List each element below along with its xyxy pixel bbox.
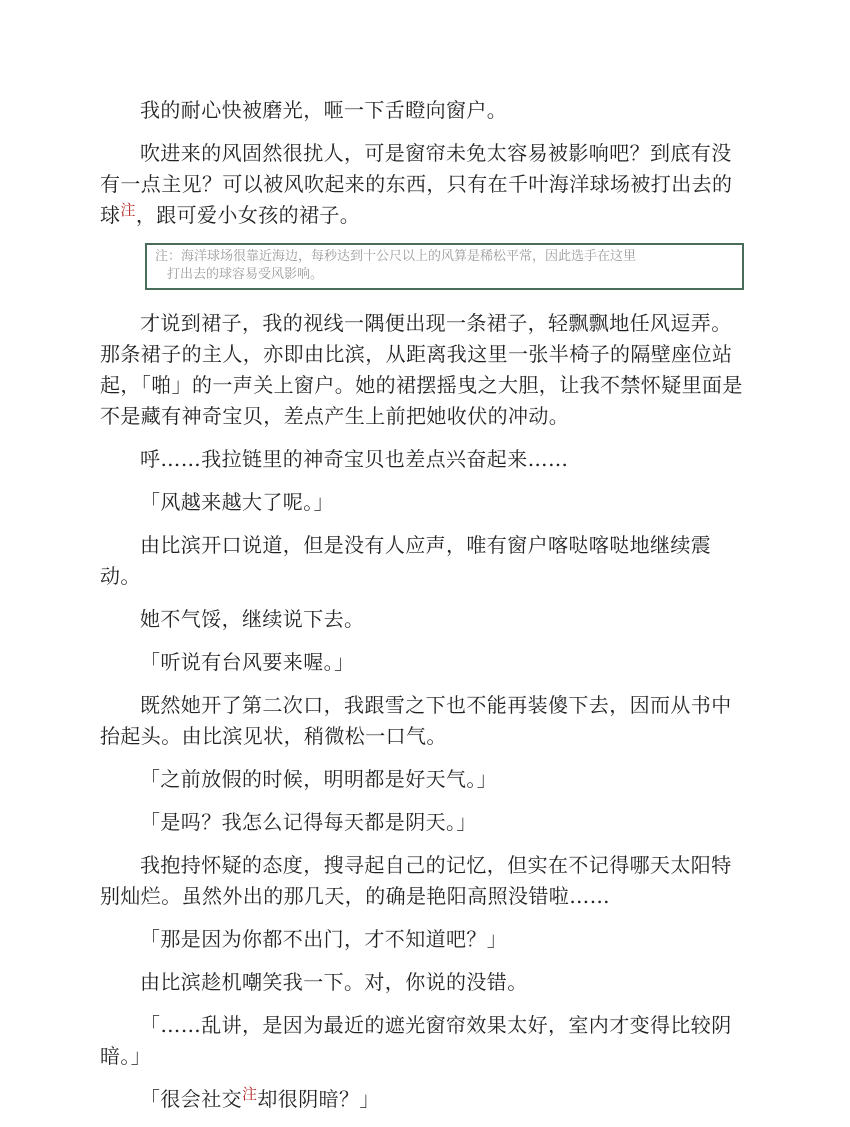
paragraph [100,138,750,231]
paragraph-text: ，跟可爱小女孩的裙子。 [135,203,361,227]
paragraph-text: 「很会社交 [140,1087,242,1111]
paragraph-text: 却很阴暗？」 [257,1087,380,1111]
footnote-box [145,243,744,290]
paragraph: 才说到裙子，我的视线一隅便出现一条裙子，轻飘飘地任风逗弄。那条裙子的主人，亦即由比滨，从距离我这里一张半椅子的隔壁座位站起，「啪」的一声关上窗户。她的裙摆摇曳之大胆，让我不禁怀疑里面是不是藏有神奇宝贝，差点产生上前把她收伏的冲动。 [100,311,743,428]
paragraph: 我的耐心快被磨光，咂一下舌瞪向窗户。 [140,98,508,122]
dialogue-line: 「那是因为你都不出门，才不知道吧？」 [140,927,508,951]
dialogue-line: 「之前放假的时候，明明都是好天气。」 [140,767,498,791]
footnote-marker[interactable]: 注 [242,1085,258,1103]
paragraph-text: 吹进来的风固然很扰人，可是窗帘未免太容易被影响吧？到底有没有一点主见？可以被风吹起来的东西，只有在千叶海洋球场被打出去的球 [100,141,733,227]
footnote-text-line2: 打出去的球容易受风影响。 [167,267,324,282]
dialogue-line: 「……乱讲，是因为最近的遮光窗帘效果太好，室内才变得比较阴暗。」 [100,1013,732,1068]
dialogue-line: 「听说有台风要来喔。」 [140,650,355,674]
footnote-text-line1: 注：海洋球场很靠近海边，每秒达到十公尺以上的风算是稀松平常，因此选手在这里 [155,249,637,264]
paragraph: 我抱持怀疑的态度，搜寻起自己的记忆，但实在不记得哪天太阳特别灿烂。虽然外出的那几天，的确是艳阳高照没错啦…… [100,853,732,908]
document-page [100,95,750,1127]
dialogue-line: 「是吗？我怎么记得每天都是阴天。」 [140,810,477,834]
paragraph: 由比滨开口说道，但是没有人应声，唯有窗户喀哒喀哒地继续震动。 [100,533,712,588]
paragraph: 由比滨趁机嘲笑我一下。对，你说的没错。 [140,970,528,994]
dialogue-line: 「风越来越大了呢。」 [140,490,334,514]
paragraph: 既然她开了第二次口，我跟雪之下也不能再装傻下去，因而从书中抬起头。由比滨见状，稍微松一口气。 [100,693,732,748]
paragraph: 呼……我拉链里的神奇宝贝也差点兴奋起来…… [140,447,569,471]
footnote-marker[interactable]: 注 [120,201,136,219]
paragraph: 她不气馁，继续说下去。 [140,607,365,631]
